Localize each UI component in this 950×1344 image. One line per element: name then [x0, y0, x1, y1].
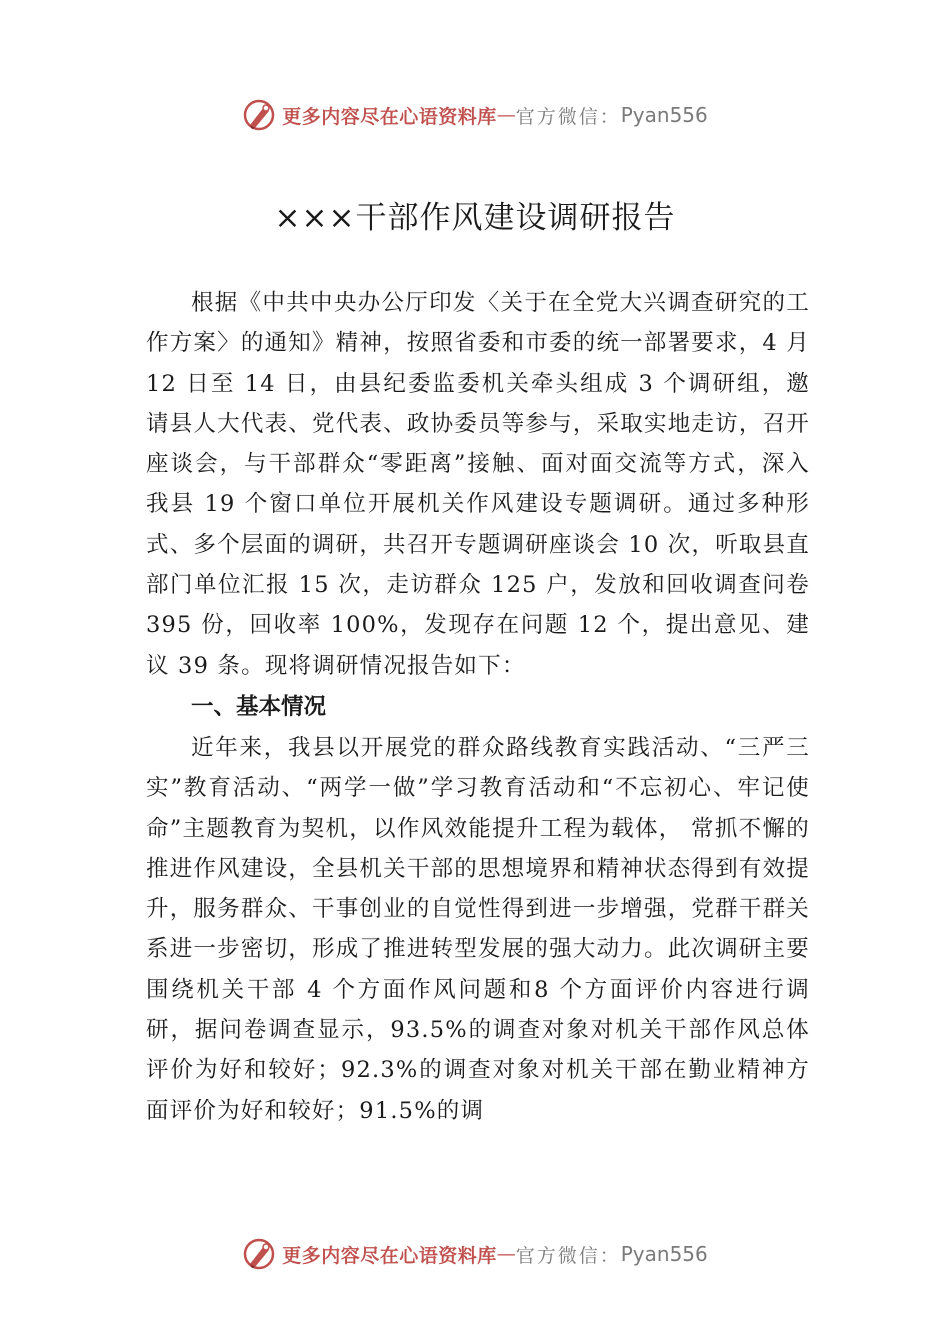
watermark-wechat-id: Pyan556	[620, 1242, 708, 1266]
watermark-main-text: 更多内容尽在心语资料库	[282, 105, 497, 128]
watermark-dash: —	[496, 1243, 516, 1265]
watermark-banner-bottom	[0, 1234, 950, 1274]
watermark-sub-text: 官方微信：	[515, 1244, 621, 1267]
paragraph-intro: 根据《中共中央办公厅印发〈关于在全党大兴调查研究的工作方案〉的通知》精神，按照省委和市委的统一部署要求，4 月 12 日至 14 日，由县纪委监委机关牵头组成 3 个调研组，邀请县人大代表、党代表、政协委员等参与，采取实地走访，召开座谈会，与干部群众“零距离”接触、面对面交流等方式，深入我县 19 个窗口单位开展机关作风建设专题调研。通过多种形式、多个层面的调研，共召开专题调研座谈会 10 次，听取县直部门单位汇报 15 次，走访群众 125 户，发放和回收调查问卷 395 份，回收率 100%，发现存在问题 12 个，提出意见、建议 39 条。现将调研情况报告如下：	[146, 290, 810, 679]
document-body	[146, 283, 810, 1131]
watermark-sub-text: 官方微信：	[515, 105, 621, 128]
watermark-wechat-id: Pyan556	[620, 103, 708, 127]
paragraph-basic-situation: 近年来，我县以开展党的群众路线教育实践活动、“三严三实”教育活动、“两学一做”学习教育活动和“不忘初心、牢记使命”主题教育为契机，以作风效能提升工程为载体， 常抓不懈的推进作风建设，全县机关干部的思想境界和精神状态得到有效提升，服务群众、干事创业的自觉性得到进一步增强，党群干群关系进一步密切，形成了推进转型发展的强大动力。此次调研主要围绕机关干部 4 个方面作风问题和8 个方面评价内容进行调研，据问卷调查显示，93.5%的调查对象对机关干部作风总体评价为好和较好；92.3%的调查对象对机关干部在勤业精神方面评价为好和较好；91.5%的调	[146, 734, 810, 1124]
document-title: ×××干部作风建设调研报告	[274, 200, 676, 236]
watermark-banner-top	[0, 95, 950, 135]
watermark-main-text: 更多内容尽在心语资料库	[282, 1244, 497, 1267]
section-heading-basic: 一、基本情况	[191, 693, 327, 720]
pen-logo-icon	[242, 1237, 276, 1271]
pen-logo-icon	[242, 98, 276, 132]
watermark-dash: —	[496, 104, 516, 126]
